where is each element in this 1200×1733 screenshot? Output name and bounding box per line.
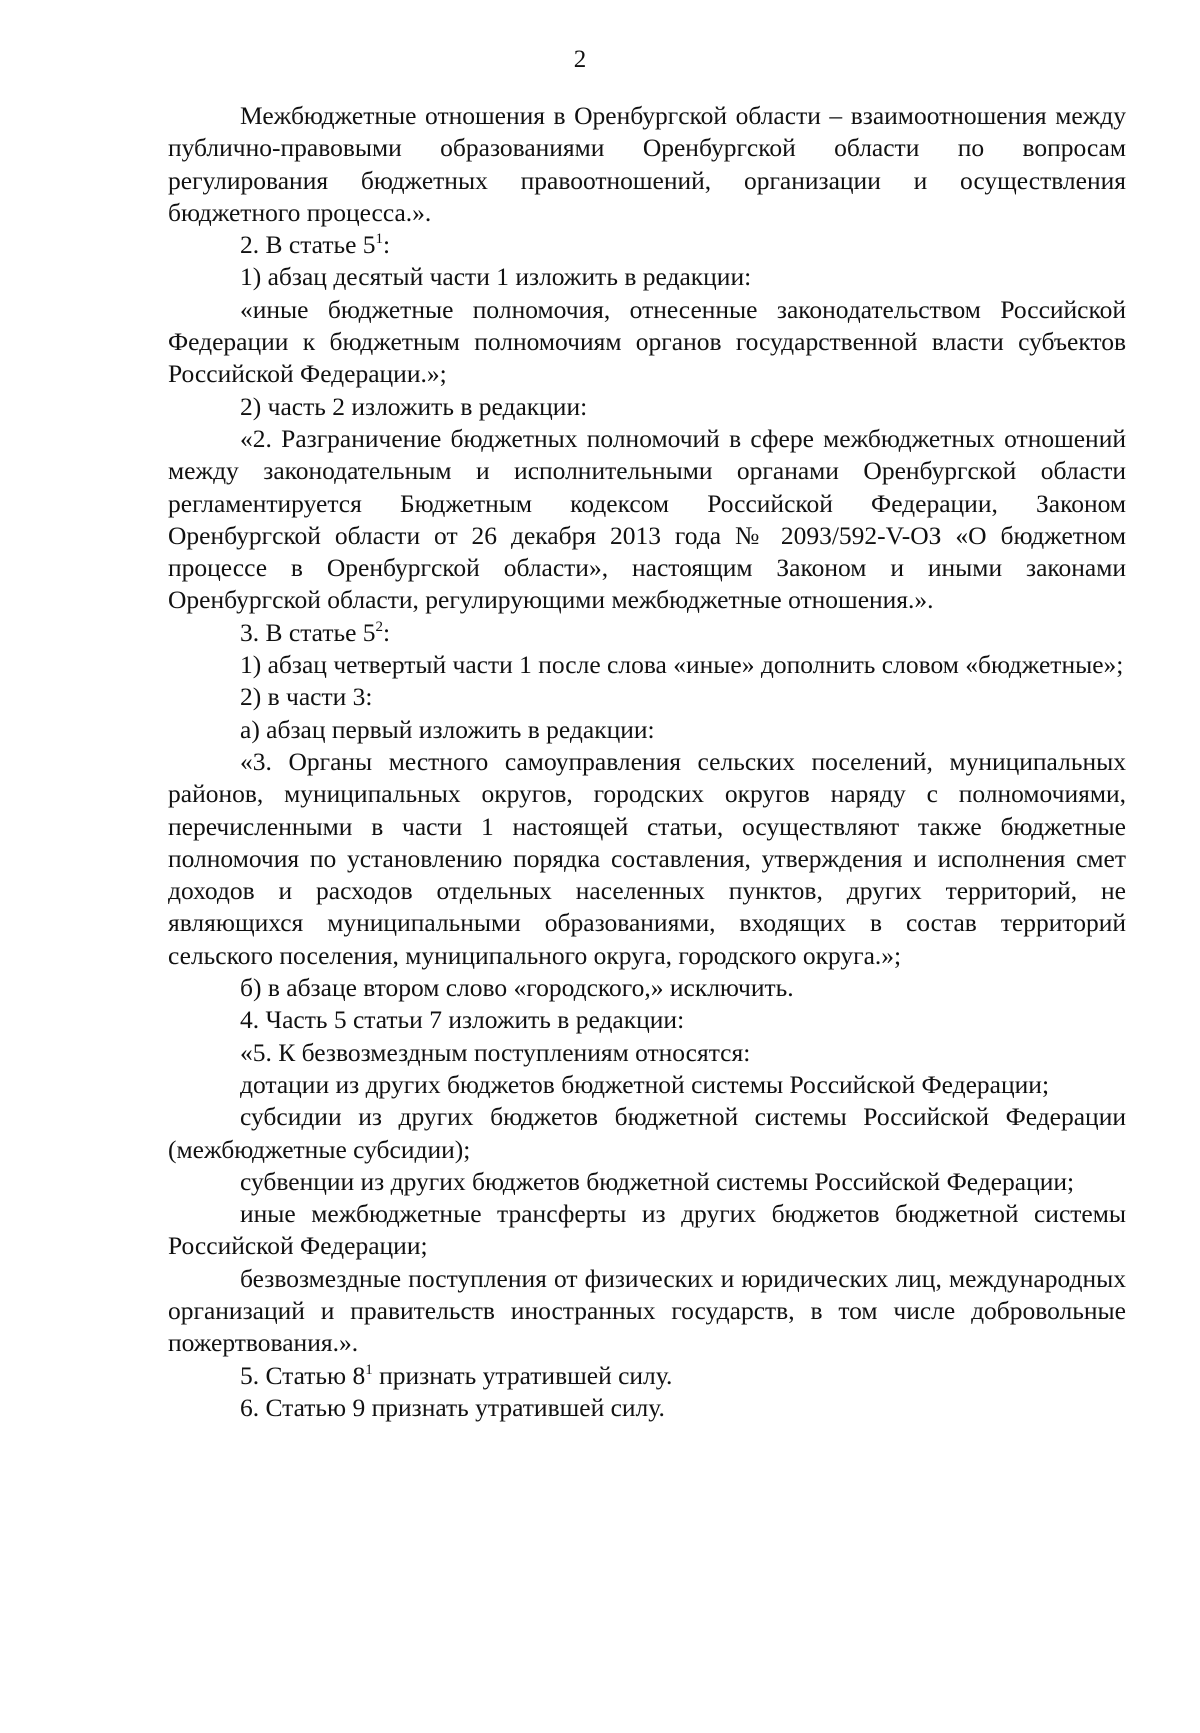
paragraph-item-2-text: 2. В статье 5 xyxy=(240,230,376,260)
paragraph-subitem-3-2-a: а) абзац первый изложить в редакции: xyxy=(240,714,655,744)
paragraph-quote-gratuitous-receipts: «5. К безвозмездным поступлениям относятся: xyxy=(240,1037,751,1067)
paragraph-item-2-colon: : xyxy=(383,230,391,260)
paragraph-list-dotations: дотации из других бюджетов бюджетной системы Российской Федерации; xyxy=(240,1069,1050,1099)
paragraph-item-4: 4. Часть 5 статьи 7 изложить в редакции: xyxy=(240,1005,685,1035)
paragraph-quote-delimitation: «2. Разграничение бюджетных полномочий в сфере межбюджетных отношений между законодательным и исполнительными органами Оренбургской области регламентируется Бюджетным кодексом Российской Федерации, Законом Оренбургской области от 26 декабря 2013 года № 2093/592-V-ОЗ «О бюджетном процессе в Оренбургской области», настоящим Законом и иными законами Оренбургской области, регулирующими межбюджетные отношения.». xyxy=(168,423,1126,615)
paragraph-subitem-3-2-b: б) в абзаце втором слово «городского,» исключить. xyxy=(240,973,794,1003)
paragraph-item-3 xyxy=(168,617,1126,649)
paragraph-item-5-tail: признать утратившей силу. xyxy=(372,1360,673,1390)
paragraph-quote-powers: «иные бюджетные полномочия, отнесенные законодательством Российской Федерации к бюджетным полномочиям органов государственной власти субъектов Российской Федерации.»; xyxy=(168,294,1126,389)
paragraph-list-subventions: субвенции из других бюджетов бюджетной системы Российской Федерации; xyxy=(240,1166,1075,1196)
paragraph-subitem-2-2: 2) часть 2 изложить в редакции: xyxy=(240,391,588,421)
paragraph-item-2 xyxy=(168,229,1126,261)
paragraph-list-subsidies: субсидии из других бюджетов бюджетной системы Российской Федерации (межбюджетные субсидии); xyxy=(168,1102,1126,1164)
paragraph-list-donations: безвозмездные поступления от физических и юридических лиц, международных организаций и правительств иностранных государств, в том числе добровольные пожертвования.». xyxy=(168,1263,1126,1358)
paragraph-list-other-transfers: иные межбюджетные трансферты из других бюджетов бюджетной системы Российской Федерации; xyxy=(168,1199,1126,1261)
superscript-article-5-1: 1 xyxy=(375,231,384,248)
superscript-article-8-1: 1 xyxy=(365,1361,373,1378)
superscript-article-5-2: 2 xyxy=(375,618,384,635)
document-body xyxy=(168,100,1126,1424)
paragraph-item-3-text: 3. В статье 5 xyxy=(240,617,376,647)
paragraph-item-3-colon: : xyxy=(383,617,391,647)
paragraph-item-5-text: 5. Статью 8 xyxy=(240,1360,366,1390)
paragraph-subitem-3-1: 1) абзац четвертый части 1 после слова «иные» дополнить словом «бюджетные»; xyxy=(240,650,1124,680)
paragraph-subitem-3-2: 2) в части 3: xyxy=(240,682,373,712)
paragraph-definition: Межбюджетные отношения в Оренбургской области – взаимоотношения между публично-правовыми образованиями Оренбургской области по вопросам регулирования бюджетных правоотношений, организации и осуществления бюджетного процесса.». xyxy=(168,101,1126,227)
paragraph-item-5 xyxy=(168,1360,1126,1392)
page-number: 2 xyxy=(573,46,587,73)
paragraph-item-6: 6. Статью 9 признать утратившей силу. xyxy=(240,1392,665,1422)
paragraph-quote-local-government: «3. Органы местного самоуправления сельских поселений, муниципальных районов, муниципальных округов, городских округов наряду с полномочиями, перечисленными в части 1 настоящей статьи, осуществляют также бюджетные полномочия по установлению порядка составления, утверждения и исполнения смет доходов и расходов отдельных населенных пунктов, других территорий, не являющихся муниципальными образованиями, входящих в состав территорий сельского поселения, муниципального округа, городского округа.»; xyxy=(168,746,1126,970)
paragraph-subitem-2-1: 1) абзац десятый части 1 изложить в редакции: xyxy=(240,262,752,292)
